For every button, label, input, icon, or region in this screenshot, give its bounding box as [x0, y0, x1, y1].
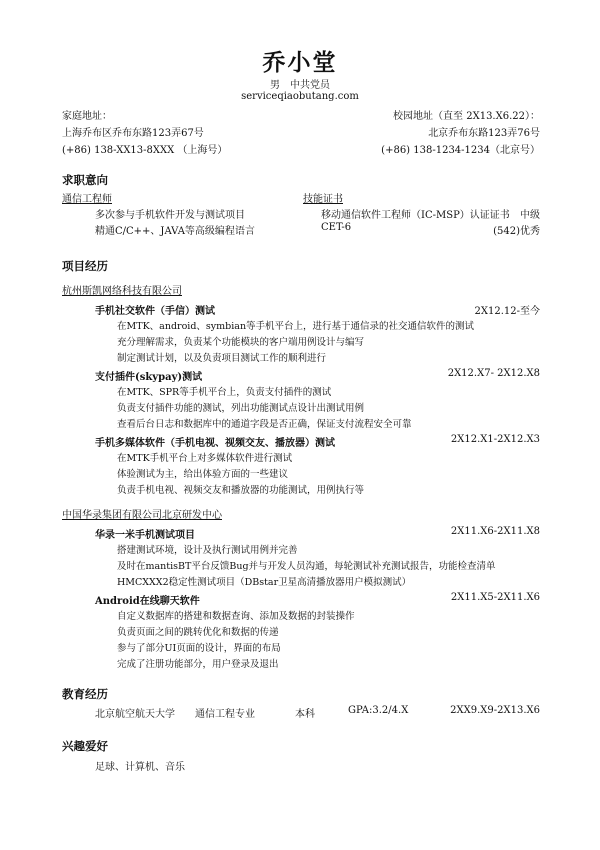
education-heading: 教育经历	[62, 687, 108, 701]
project-title: 华录一米手机测试项目	[95, 530, 195, 541]
project-date: 2X12.12-至今	[474, 306, 540, 317]
project-date: 2X11.X6-2X11.X8	[450, 526, 540, 537]
cert-heading: 技能证书	[303, 194, 343, 205]
project-title: 支付插件(skypay)测试	[95, 372, 203, 383]
project-line: 负责页面之间的跳转优化和数据的传递	[117, 627, 279, 638]
job-line: 精通C/C++、JAVA等高级编程语言	[95, 226, 255, 237]
project-line: 完成了注册功能部分，用户登录及退出	[117, 659, 279, 670]
project-line: 负责支付插件功能的测试，列出功能测试点设计出测试用例	[117, 403, 365, 414]
project-line: 搭建测试环境，设计及执行测试用例并完善	[117, 545, 298, 556]
project-line: 及时在mantisBT平台反馈Bug并与开发人员沟通，每轮测试补充测试报告，功能检查清单	[117, 561, 496, 572]
project-line: 负责手机电视、视频交友和播放器的功能测试，用例执行等	[117, 485, 365, 496]
project-line: 在MTK、SPR等手机平台上，负责支付插件的测试	[117, 387, 332, 398]
project-date: 2X12.X7- 2X12.X8	[447, 368, 540, 379]
project-date: 2X12.X1-2X12.X3	[450, 434, 540, 445]
hobbies-heading: 兴趣爱好	[62, 739, 108, 753]
hobbies-text: 足球、计算机、音乐	[95, 762, 185, 773]
degree: 本科	[295, 709, 315, 720]
project-line: 在MTK手机平台上对多媒体软件进行测试	[117, 453, 293, 464]
home-address: 上海乔布区乔布东路123弄67号	[62, 128, 204, 139]
gender-party: 男 中共党员	[270, 80, 330, 91]
education-date: 2XX9.X9-2X13.X6	[450, 705, 540, 716]
project-line: 在MTK、android、symbian等手机平台上，进行基于通信录的社交通信软件的测试	[117, 321, 475, 332]
home-phone: (+86) 138-XX13-8XXX （上海号）	[62, 145, 228, 156]
job-line: 多次参与手机软件开发与测试项目	[95, 210, 245, 221]
project-line: 参与了部分UI页面的设计，界面的布局	[117, 643, 281, 654]
school: 北京航空航天大学	[95, 709, 175, 720]
project-line: 充分理解需求，负责某个功能模块的客户端用例设计与编写	[117, 337, 365, 348]
project-line: 自定义数据库的搭建和数据查询、添加及数据的封装操作	[117, 611, 355, 622]
job-heading: 通信工程师	[62, 194, 112, 205]
project-line: 制定测试计划，以及负责项目测试工作的顺利进行	[117, 353, 327, 364]
company-name: 中国华录集团有限公司北京研发中心	[62, 510, 222, 521]
resume-name: 乔小堂	[262, 49, 338, 76]
cert-level: 中级	[520, 210, 540, 221]
home-address-label: 家庭地址：	[62, 111, 112, 122]
cert-name: CET-6	[321, 222, 352, 233]
objective-heading: 求职意向	[62, 173, 108, 187]
company-name: 杭州斯凯网络科技有限公司	[62, 286, 182, 297]
project-line: HMCXXX2稳定性测试项目（DBstar卫星高清播放器用户模拟测试）	[117, 577, 412, 588]
project-title: Android在线聊天软件	[95, 596, 200, 607]
project-line: 查看后台日志和数据库中的通道字段是否正确，保证支付流程安全可靠	[117, 419, 412, 430]
campus-phone: (+86) 138-1234-1234（北京号）	[381, 145, 540, 156]
cert-level: (542)优秀	[493, 226, 540, 237]
project-title: 手机社交软件（手信）测试	[95, 306, 215, 317]
email: serviceqiaobutang.com	[241, 91, 359, 102]
campus-address-label: 校园地址（直至 2X13.X6.22）：	[393, 111, 540, 122]
cert-name: 移动通信软件工程师（IC-MSP）认证证书	[321, 210, 510, 221]
project-line: 体验测试为主，给出体验方面的一些建议	[117, 469, 289, 480]
major: 通信工程专业	[195, 709, 255, 720]
project-title: 手机多媒体软件（手机电视、视频交友、播放器）测试	[95, 438, 335, 449]
projects-heading: 项目经历	[62, 259, 108, 273]
campus-address: 北京乔布东路123弄76号	[428, 128, 540, 139]
gpa: GPA:3.2/4.X	[348, 705, 409, 716]
project-date: 2X11.X5-2X11.X6	[450, 592, 540, 603]
